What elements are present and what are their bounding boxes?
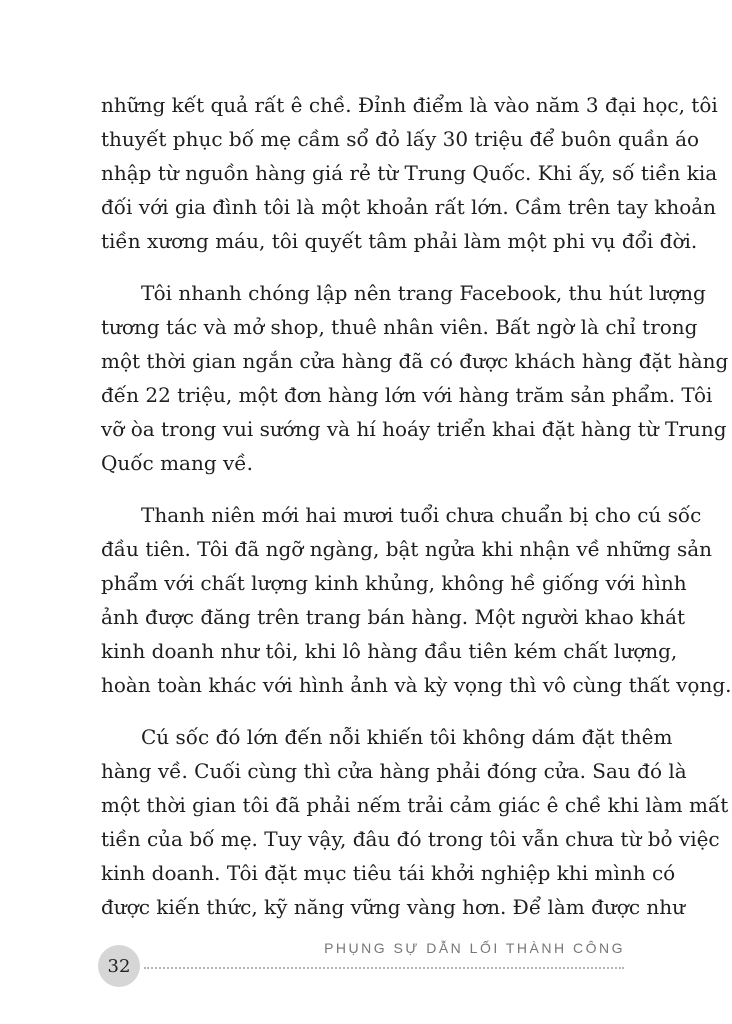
paragraph-4 (101, 720, 729, 924)
footer-dotted-divider (144, 967, 624, 969)
text-line: tương tác và mở shop, thuê nhân viên. Bất ngờ là chỉ trong (101, 315, 698, 339)
text-line: Cú sốc đó lớn đến nỗi khiến tôi không dám đặt thêm (141, 725, 673, 749)
text-line: tiền của bố mẹ. Tuy vậy, đâu đó trong tôi vẫn chưa từ bỏ việc (101, 827, 720, 851)
page-number-badge (98, 945, 140, 987)
text-line: đối với gia đình tôi là một khoản rất lớn. Cầm trên tay khoản (101, 195, 717, 219)
page-body-text (101, 88, 732, 942)
text-line: nhập từ nguồn hàng giá rẻ từ Trung Quốc. Khi ấy, số tiền kia (101, 161, 718, 185)
text-line: Thanh niên mới hai mươi tuổi chưa chuẩn bị cho cú sốc (141, 503, 702, 527)
paragraph-2 (101, 276, 729, 480)
text-line: một thời gian ngắn cửa hàng đã có được khách hàng đặt hàng (101, 349, 729, 373)
text-line: kinh doanh. Tôi đặt mục tiêu tái khởi nghiệp khi mình có (101, 861, 676, 885)
running-title: PHỤNG SỰ DẪN LỐI THÀNH CÔNG (324, 940, 625, 956)
text-line: đầu tiên. Tôi đã ngỡ ngàng, bật ngửa khi nhận về những sản (101, 537, 713, 561)
text-line: ảnh được đăng trên trang bán hàng. Một người khao khát (101, 605, 686, 629)
paragraph-1 (101, 88, 718, 258)
text-line: hoàn toàn khác với hình ảnh và kỳ vọng thì vô cùng thất vọng. (101, 673, 732, 697)
text-line: thuyết phục bố mẹ cầm sổ đỏ lấy 30 triệu để buôn quần áo (101, 127, 700, 151)
paragraph-3 (101, 498, 732, 702)
text-line: Quốc mang về. (101, 451, 253, 475)
text-line: kinh doanh như tôi, khi lô hàng đầu tiên kém chất lượng, (101, 639, 678, 663)
text-line: đến 22 triệu, một đơn hàng lớn với hàng trăm sản phẩm. Tôi (101, 383, 713, 407)
text-line: những kết quả rất ê chề. Đỉnh điểm là vào năm 3 đại học, tôi (101, 93, 718, 117)
text-line: phẩm với chất lượng kinh khủng, không hề giống với hình (101, 571, 687, 595)
text-line: một thời gian tôi đã phải nếm trải cảm giác ê chề khi làm mất (101, 793, 729, 817)
text-line: Tôi nhanh chóng lập nên trang Facebook, thu hút lượng (141, 281, 706, 305)
text-line: vỡ òa trong vui sướng và hí hoáy triển khai đặt hàng từ Trung (101, 417, 727, 441)
text-line: tiền xương máu, tôi quyết tâm phải làm một phi vụ đổi đời. (101, 229, 698, 253)
text-line: được kiến thức, kỹ năng vững vàng hơn. Để làm được như (101, 895, 686, 919)
text-line: hàng về. Cuối cùng thì cửa hàng phải đóng cửa. Sau đó là (101, 759, 687, 783)
page-number: 32 (107, 955, 131, 977)
